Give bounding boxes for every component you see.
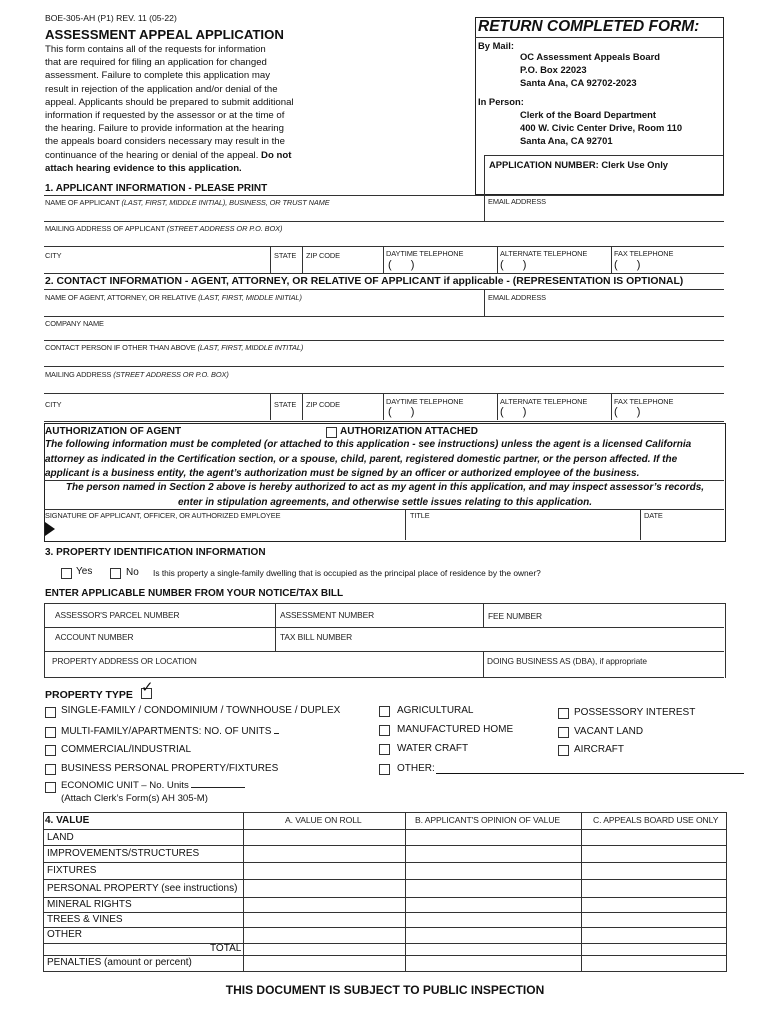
authorization-heading: AUTHORIZATION OF AGENT <box>45 426 182 437</box>
owner-occupied-no-checkbox[interactable] <box>110 568 121 579</box>
water-craft-label: WATER CRAFT <box>397 743 469 754</box>
statement-line: The person named in Section 2 above is hereby authorized to act as my agent in this application, and may inspect assessor’s records, <box>65 482 705 493</box>
manufactured-home-checkbox[interactable] <box>379 725 390 736</box>
penalties-label: PENALTIES (amount or percent) <box>47 957 192 968</box>
intro-line: assessment. Failure to complete this application may <box>45 70 271 82</box>
owner-occupied-yes-checkbox[interactable] <box>61 568 72 579</box>
application-number-label: APPLICATION NUMBER: Clerk Use Only <box>489 159 669 170</box>
applicant-zip-label[interactable]: ZIP CODE <box>306 251 340 260</box>
intro-line: information if requested by the assessor or at the time of <box>45 110 285 122</box>
agent-daytime-phone[interactable]: ( ) <box>388 406 423 418</box>
agent-name-label[interactable]: NAME OF AGENT, ATTORNEY, OR RELATIVE (LAST, FIRST, MIDDLE INITIAL) <box>45 293 302 302</box>
section1-heading: 1. APPLICANT INFORMATION - PLEASE PRINT <box>45 183 268 194</box>
applicant-alt-phone-label[interactable]: ALTERNATE TELEPHONE <box>500 249 588 258</box>
water-craft-checkbox[interactable] <box>379 744 390 755</box>
agent-alt-phone-label[interactable]: ALTERNATE TELEPHONE <box>500 397 588 406</box>
appeals-board-header: C. APPEALS BOARD USE ONLY <box>593 815 719 825</box>
single-family-checkbox[interactable] <box>45 707 56 718</box>
agent-email-label[interactable]: EMAIL ADDRESS <box>488 293 546 302</box>
date-label[interactable]: DATE <box>644 511 663 520</box>
page-title: ASSESSMENT APPEAL APPLICATION <box>45 27 284 42</box>
agent-alt-phone[interactable]: ( ) <box>500 406 535 418</box>
contact-person-label[interactable]: CONTACT PERSON IF OTHER THAN ABOVE (LAST, FIRST, MIDDLE INTITAL) <box>45 343 304 352</box>
in-person-label: In Person: <box>478 96 524 107</box>
applicant-state-label[interactable]: STATE <box>274 251 297 260</box>
value-row-label: MINERAL RIGHTS <box>47 899 132 910</box>
mail-line: OC Assessment Appeals Board <box>520 51 660 62</box>
agent-state-label[interactable]: STATE <box>274 400 297 409</box>
manufactured-home-label: MANUFACTURED HOME <box>397 724 514 735</box>
yes-label: Yes <box>76 566 93 577</box>
no-label: No <box>126 567 139 578</box>
possessory-interest-label: POSSESSORY INTEREST <box>574 707 696 718</box>
account-number-label[interactable]: ACCOUNT NUMBER <box>55 632 134 642</box>
section4-heading: 4. VALUE <box>45 815 90 826</box>
other-type-checkbox[interactable] <box>379 764 390 775</box>
aircraft-label: AIRCRAFT <box>574 744 624 755</box>
section3-heading: 3. PROPERTY IDENTIFICATION INFORMATION <box>45 547 266 558</box>
instruction-line: applicant is a business entity, the agent’s authorization must be signed by an officer or authorized employee of the business. <box>45 468 640 480</box>
fee-number-label[interactable]: FEE NUMBER <box>488 611 542 621</box>
economic-unit-note: (Attach Clerk’s Form(s) AH 305-M) <box>61 793 208 804</box>
aircraft-checkbox[interactable] <box>558 745 569 756</box>
parcel-number-label[interactable]: ASSESSOR'S PARCEL NUMBER <box>55 610 180 620</box>
instruction-line: attorney as indicated in the Certification section, or a spouse, child, parent, registered domestic partner, or the person affected. If the <box>45 453 678 465</box>
multi-family-checkbox[interactable] <box>45 727 56 738</box>
other-type-field[interactable] <box>436 773 744 774</box>
value-row-label: LAND <box>47 832 74 843</box>
signature-label[interactable]: SIGNATURE OF APPLICANT, OFFICER, OR AUTHORIZED EMPLOYEE <box>45 511 281 520</box>
agent-fax-label[interactable]: FAX TELEPHONE <box>614 397 674 406</box>
economic-unit-label: ECONOMIC UNIT – No. Units <box>61 780 245 791</box>
agricultural-checkbox[interactable] <box>379 706 390 717</box>
signature-arrow-icon <box>45 522 55 536</box>
authorization-statement <box>45 481 725 510</box>
agent-zip-label[interactable]: ZIP CODE <box>306 400 340 409</box>
vacant-land-checkbox[interactable] <box>558 727 569 738</box>
form-code: BOE-305-AH (P1) REV. 11 (05-22) <box>45 13 177 23</box>
authorization-attached-checkbox[interactable] <box>326 427 337 438</box>
authorization-instructions <box>45 438 725 482</box>
agent-city-label[interactable]: CITY <box>45 400 62 409</box>
assessment-number-label[interactable]: ASSESSMENT NUMBER <box>280 610 375 620</box>
return-heading: RETURN COMPLETED FORM: <box>478 18 700 35</box>
intro-line: attach hearing evidence to this application. <box>45 162 242 174</box>
applicant-mailing-label[interactable]: MAILING ADDRESS OF APPLICANT (STREET ADDRESS OR P.O. BOX) <box>45 224 283 233</box>
intro-line: continuance of the hearing or denial of the appeal. Do not <box>45 149 292 161</box>
value-row-label: PERSONAL PROPERTY (see instructions) <box>47 883 238 894</box>
intro-line: This form contains all of the requests for information <box>45 44 266 55</box>
person-line: Clerk of the Board Department <box>520 109 656 120</box>
agent-fax-phone[interactable]: ( ) <box>614 406 649 418</box>
value-on-roll-header: A. VALUE ON ROLL <box>285 815 362 825</box>
applicant-email-label[interactable]: EMAIL ADDRESS <box>488 197 546 206</box>
property-address-label[interactable]: PROPERTY ADDRESS OR LOCATION <box>52 656 197 666</box>
commercial-label: COMMERCIAL/INDUSTRIAL <box>61 744 192 755</box>
person-line: 400 W. Civic Center Drive, Room 110 <box>520 122 683 133</box>
applicant-daytime-phone-label[interactable]: DAYTIME TELEPHONE <box>386 249 464 258</box>
applicant-name-label[interactable]: NAME OF APPLICANT (LAST, FIRST, MIDDLE INITIAL), BUSINESS, OR TRUST NAME <box>45 198 330 207</box>
by-mail-label: By Mail: <box>478 40 514 51</box>
enter-number-heading: ENTER APPLICABLE NUMBER FROM YOUR NOTICE/TAX BILL <box>45 588 344 599</box>
owner-occupied-question: Is this property a single-family dwelling that is occupied as the principal place of residence by the owner? <box>153 568 541 578</box>
intro-line: the hearing. Failure to provide information at the hearing <box>45 123 284 135</box>
applicant-alt-phone[interactable]: ( ) <box>500 259 535 271</box>
multi-family-label: MULTI-FAMILY/APARTMENTS: NO. OF UNITS <box>61 726 279 737</box>
statement-line: enter in stipulation agreements, and otherwise settle issues relating to this application. <box>178 496 592 508</box>
intro-paragraph <box>45 43 318 175</box>
possessory-interest-checkbox[interactable] <box>558 708 569 719</box>
property-type-heading: PROPERTY TYPE <box>45 689 133 701</box>
total-label: TOTAL <box>210 943 242 954</box>
applicant-city-label[interactable]: CITY <box>45 251 62 260</box>
agricultural-label: AGRICULTURAL <box>397 705 474 716</box>
applicant-fax-label[interactable]: FAX TELEPHONE <box>614 249 674 258</box>
other-type-label: OTHER: <box>397 763 435 774</box>
person-line: Santa Ana, CA 92701 <box>520 135 613 146</box>
public-inspection-notice: THIS DOCUMENT IS SUBJECT TO PUBLIC INSPECTION <box>225 983 545 997</box>
value-row-label: TREES & VINES <box>47 914 123 925</box>
commercial-checkbox[interactable] <box>45 745 56 756</box>
dba-label[interactable]: DOING BUSINESS AS (DBA), if appropriate <box>487 656 647 666</box>
applicant-daytime-phone[interactable]: ( ) <box>388 259 423 271</box>
mail-line: Santa Ana, CA 92702-2023 <box>520 77 637 88</box>
intro-line: that are required for filing an application for changed <box>45 57 267 69</box>
tax-bill-number-label[interactable]: TAX BILL NUMBER <box>280 632 353 642</box>
single-family-label: SINGLE-FAMILY / CONDOMINIUM / TOWNHOUSE / DUPLEX <box>61 705 341 716</box>
value-row-label: IMPROVEMENTS/STRUCTURES <box>47 848 200 859</box>
agent-daytime-phone-label[interactable]: DAYTIME TELEPHONE <box>386 397 464 406</box>
applicant-fax-phone[interactable]: ( ) <box>614 259 649 271</box>
intro-line: result in rejection of the application and/or denial of the <box>45 83 278 95</box>
section2-heading: 2. CONTACT INFORMATION - AGENT, ATTORNEY, OR RELATIVE OF APPLICANT if applicable - (REPRESENTATION IS OPTIONAL) <box>45 276 684 287</box>
business-personal-label: BUSINESS PERSONAL PROPERTY/FIXTURES <box>61 763 279 774</box>
economic-unit-checkbox[interactable] <box>45 782 56 793</box>
intro-line: appeal. Applicants should be prepared to submit additional <box>45 96 294 108</box>
checkmark-icon: ✓ <box>141 679 154 696</box>
mail-line: P.O. Box 22023 <box>520 64 587 75</box>
value-row-label: OTHER <box>47 929 82 940</box>
business-personal-checkbox[interactable] <box>45 764 56 775</box>
instruction-line: The following information must be completed (or attached to this application - see instructions) unless the agent is a licensed California <box>45 439 692 450</box>
agent-mailing-label[interactable]: MAILING ADDRESS (STREET ADDRESS OR P.O. BOX) <box>45 370 229 379</box>
title-label[interactable]: TITLE <box>410 511 430 520</box>
value-row-label: FIXTURES <box>47 865 97 876</box>
intro-line: the appeals board considers necessary may result in the <box>45 136 285 148</box>
company-name-label[interactable]: COMPANY NAME <box>45 319 104 328</box>
applicant-opinion-header: B. APPLICANT'S OPINION OF VALUE <box>415 815 560 825</box>
authorization-attached-label: AUTHORIZATION ATTACHED <box>340 426 478 437</box>
vacant-land-label: VACANT LAND <box>574 726 644 737</box>
